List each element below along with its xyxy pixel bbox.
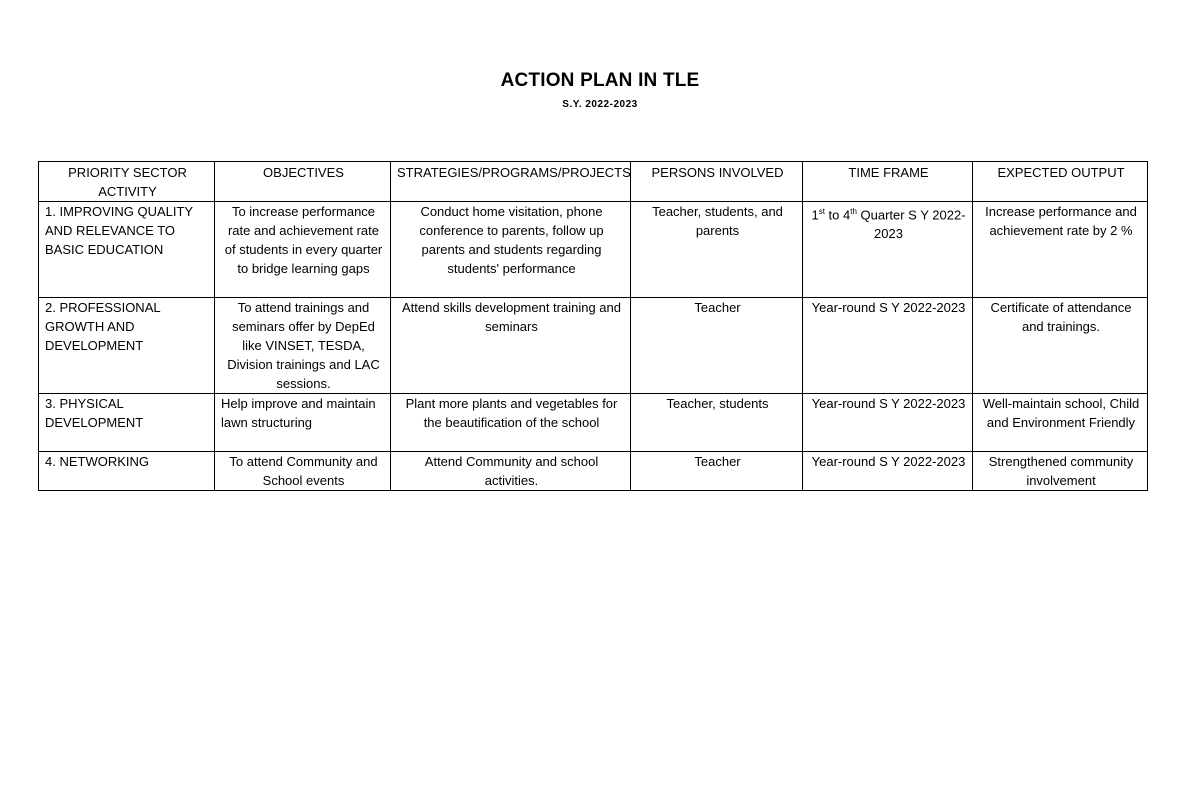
- cell-persons: Teacher, students: [631, 394, 803, 452]
- cell-time-frame: Year-round S Y 2022-2023: [803, 298, 973, 394]
- table-row: [39, 202, 1148, 298]
- cell-persons: Teacher: [631, 298, 803, 394]
- cell-sector: 2. PROFESSIONAL GROWTH AND DEVELOPMENT: [39, 298, 215, 394]
- cell-persons: Teacher, students, and parents: [631, 202, 803, 298]
- header-objectives: OBJECTIVES: [215, 162, 391, 202]
- cell-strategies: Attend Community and school activities.: [391, 452, 631, 491]
- cell-sector: 1. IMPROVING QUALITY AND RELEVANCE TO BASIC EDUCATION: [39, 202, 215, 298]
- header-time-frame: TIME FRAME: [803, 162, 973, 202]
- cell-time-frame: [803, 202, 973, 298]
- header-priority-sector: PRIORITY SECTOR ACTIVITY: [39, 162, 215, 202]
- school-year: S.Y. 2022-2023: [562, 99, 638, 110]
- cell-output: Certificate of attendance and trainings.: [973, 298, 1148, 394]
- cell-sector: 3. PHYSICAL DEVELOPMENT: [39, 394, 215, 452]
- header-strategies: STRATEGIES/PROGRAMS/PROJECTS: [391, 162, 631, 202]
- cell-objectives: To increase performance rate and achievement rate of students in every quarter to bridge learning gaps: [215, 202, 391, 298]
- cell-objectives: To attend Community and School events: [215, 452, 391, 491]
- cell-strategies: Conduct home visitation, phone conference to parents, follow up parents and students regarding students' performance: [391, 202, 631, 298]
- time-frame-mid-sup: th: [850, 207, 857, 216]
- cell-output: Well-maintain school, Child and Environment Friendly: [973, 394, 1148, 452]
- time-frame-start-sup: st: [818, 207, 825, 216]
- time-frame-end: Quarter S Y 2022-2023: [856, 207, 966, 242]
- table-header-row: [39, 162, 1148, 202]
- cell-time-frame: Year-round S Y 2022-2023: [803, 394, 973, 452]
- cell-persons: Teacher: [631, 452, 803, 491]
- header-persons-involved: PERSONS INVOLVED: [631, 162, 803, 202]
- table-row: [39, 394, 1148, 452]
- action-plan-table: [38, 161, 1148, 491]
- document-title: ACTION PLAN IN TLE: [500, 70, 700, 91]
- cell-sector: 4. NETWORKING: [39, 452, 215, 491]
- cell-output: Increase performance and achievement rate by 2 %: [973, 202, 1148, 298]
- cell-output: Strengthened community involvement: [973, 452, 1148, 491]
- time-frame-mid: to 4: [824, 207, 851, 223]
- cell-objectives: To attend trainings and seminars offer by DepEd like VINSET, TESDA, Division trainings and LAC sessions.: [215, 298, 391, 394]
- table-row: [39, 452, 1148, 491]
- header-expected-output: EXPECTED OUTPUT: [973, 162, 1148, 202]
- cell-objectives: Help improve and maintain lawn structuring: [215, 394, 391, 452]
- time-frame-start: 1: [811, 207, 819, 223]
- table-row: [39, 298, 1148, 394]
- cell-strategies: Plant more plants and vegetables for the beautification of the school: [391, 394, 631, 452]
- cell-time-frame: Year-round S Y 2022-2023: [803, 452, 973, 491]
- cell-strategies: Attend skills development training and seminars: [391, 298, 631, 394]
